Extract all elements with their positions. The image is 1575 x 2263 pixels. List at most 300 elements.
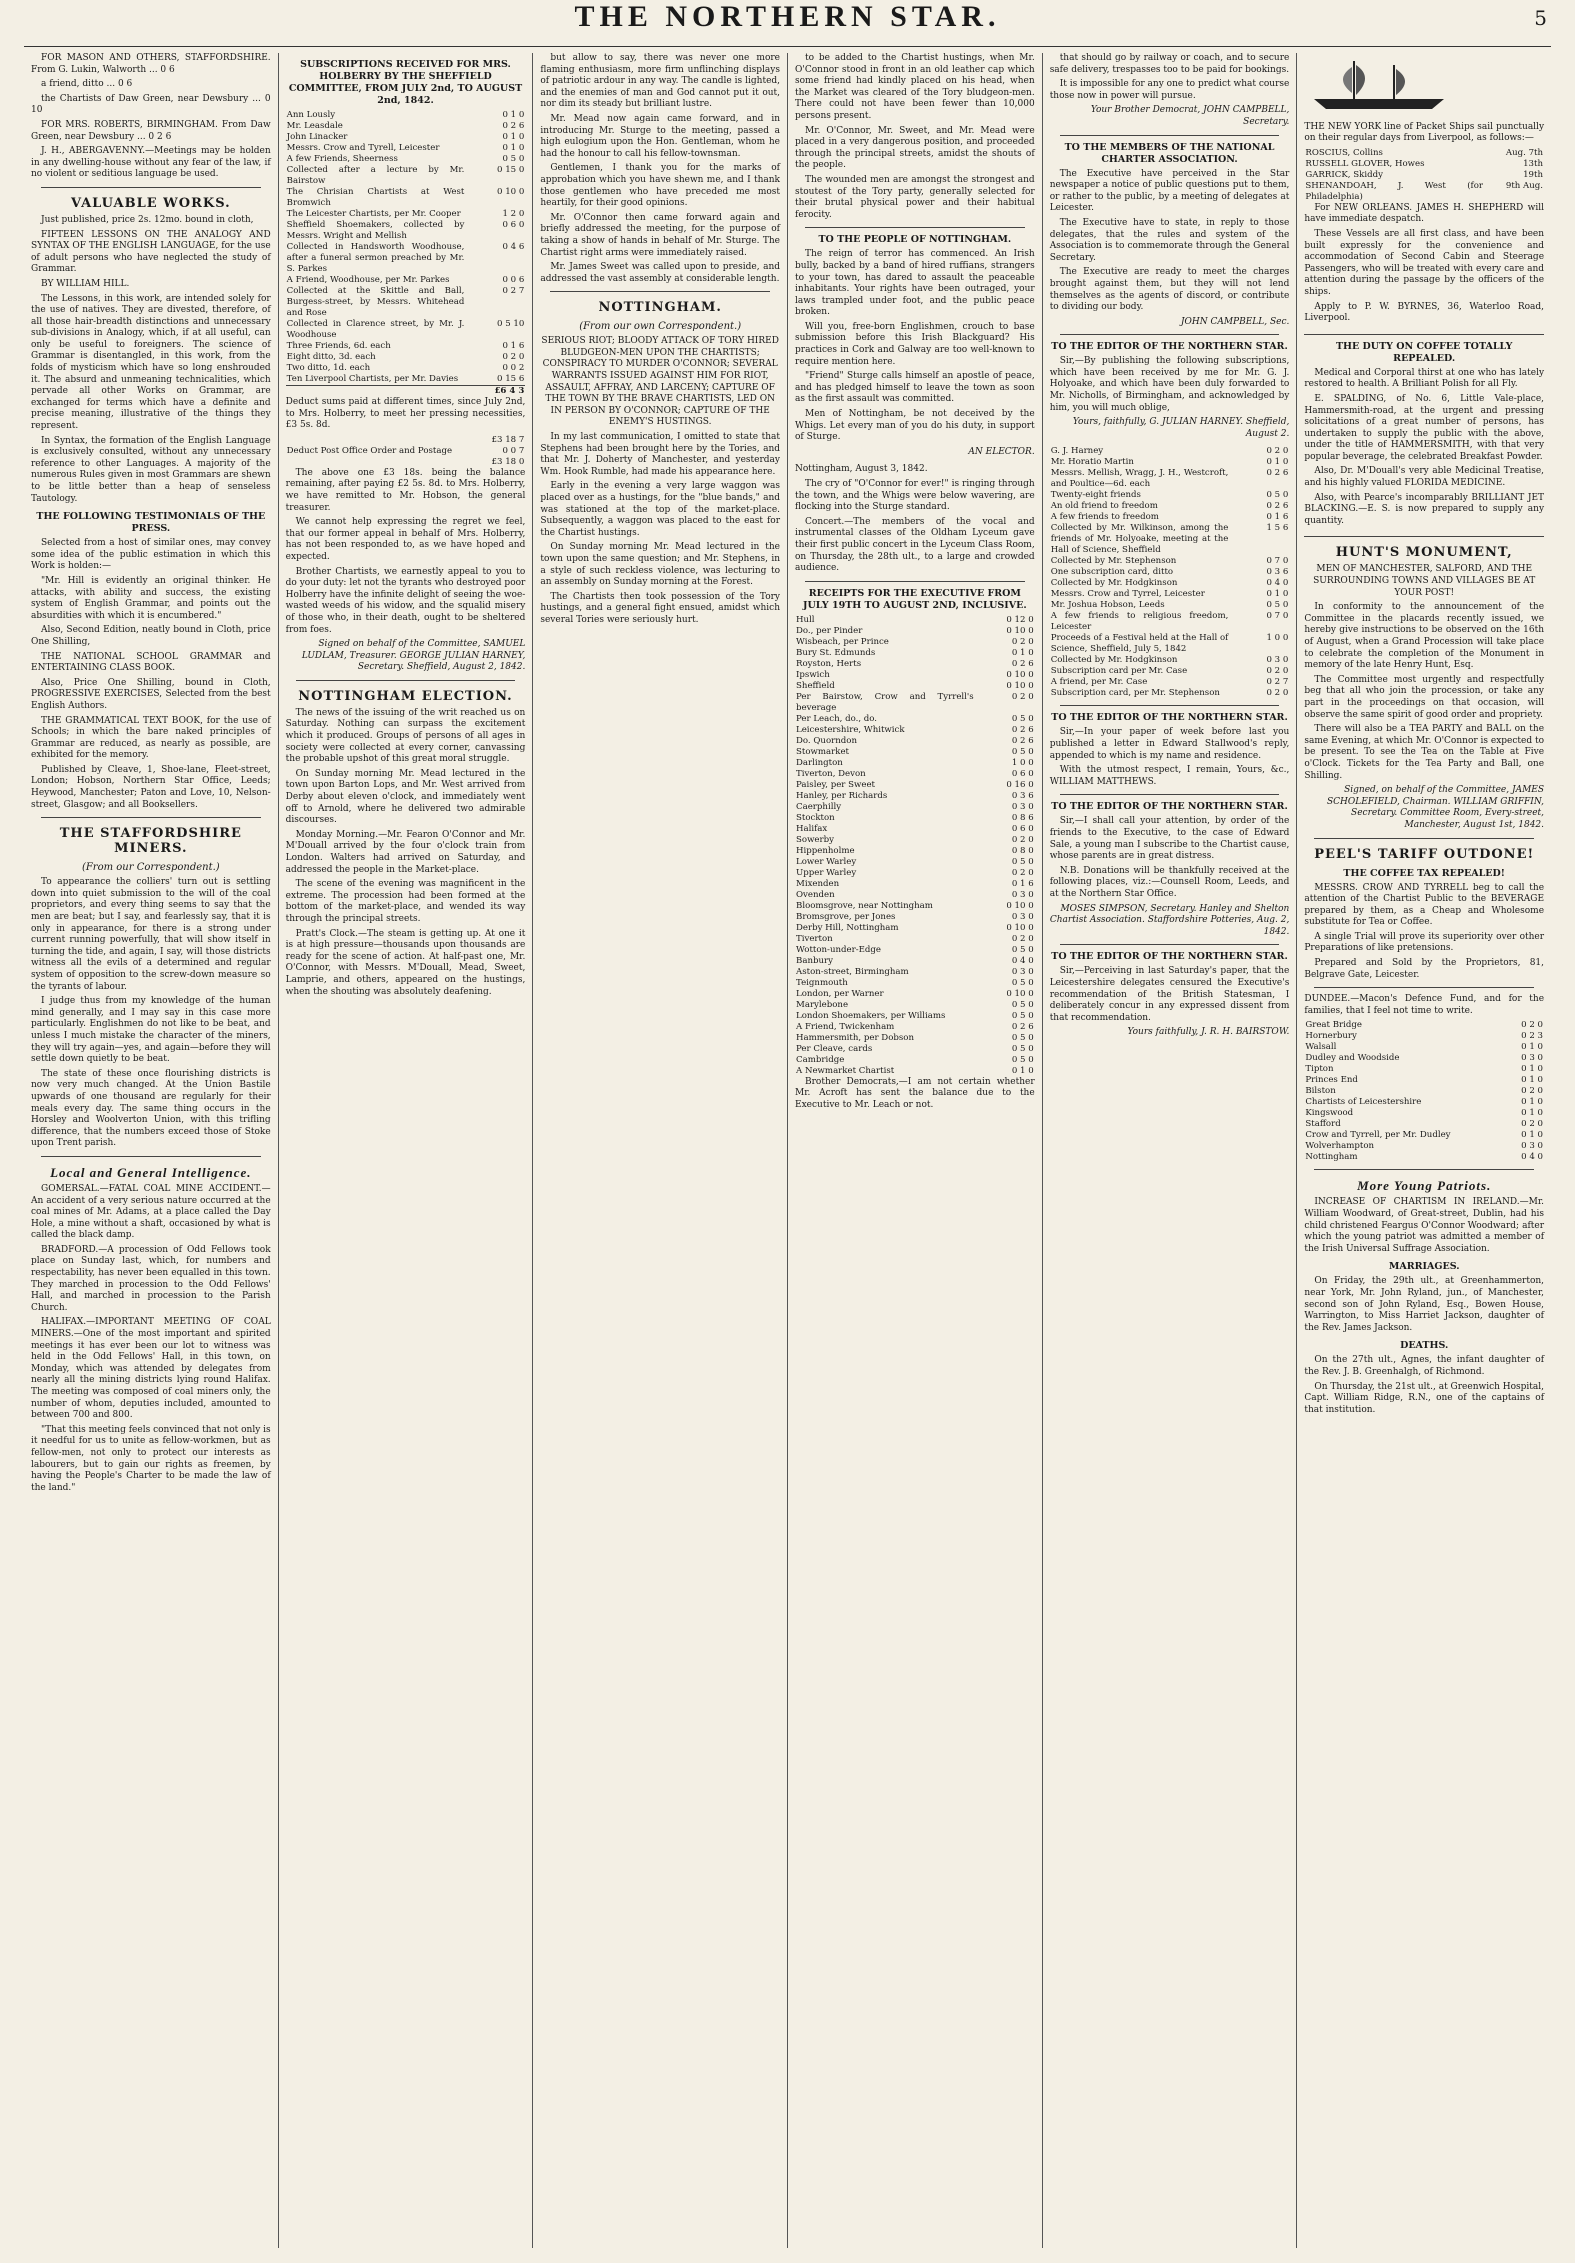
paragraph: Also, Second Edition, neatly bound in Cloth, price One Shilling, bbox=[31, 625, 271, 647]
ledger-amount: 0 5 0 bbox=[1011, 944, 1034, 955]
paragraph: The reign of terror has commenced. An Irish bully, backed by a band of hired ruffians, strangers to your town, has dared to assault the peaceable inhabitants. Your rights have been outraged, your laws trampled under foot, and the public peace broken. bbox=[795, 249, 1035, 318]
ledger-item: Sheffield Shoemakers, collected by Messrs. Wright and Mellish bbox=[286, 220, 465, 241]
paragraph: J. H., ABERGAVENNY.—Meetings may be holden in any dwelling-house without any fear of the law, if no violent or seditious language be used. bbox=[31, 146, 271, 180]
divider bbox=[1060, 705, 1280, 706]
ledger-amount: 0 5 0 bbox=[1266, 490, 1289, 501]
ledger-item: Upper Warley bbox=[796, 867, 857, 878]
ledger-row bbox=[286, 110, 526, 121]
ledger-item: Caerphilly bbox=[796, 801, 842, 812]
ledger-amount: 0 5 0 bbox=[502, 154, 525, 164]
divider bbox=[296, 680, 516, 681]
ledger-row bbox=[286, 352, 526, 363]
ledger-row bbox=[1050, 523, 1290, 556]
ledger-item: Deduct Post Office Order and Postage bbox=[286, 445, 453, 456]
paragraph: The scene of the evening was magnificent in the extreme. The procession had been formed at the bottom of the market-place, and wended its way through the principal streets. bbox=[285, 879, 526, 924]
ledger-item: Two ditto, 1d. each bbox=[286, 363, 371, 373]
ledger-amount: 0 10 0 bbox=[1006, 669, 1034, 680]
campbell-signature: Your Brother Democrat, JOHN CAMPBELL, Secretary. bbox=[1090, 105, 1290, 127]
ledger-amount: 1 2 0 bbox=[502, 209, 525, 219]
carriage-text bbox=[1050, 53, 1290, 102]
divider bbox=[1314, 987, 1534, 988]
ledger-amount: 1 5 6 bbox=[1266, 523, 1289, 534]
ledger-row bbox=[795, 967, 1035, 978]
sailing-ship-icon bbox=[1304, 57, 1454, 111]
ledger-amount: 0 1 6 bbox=[502, 341, 525, 351]
ledger-amount: 0 5 0 bbox=[1011, 1054, 1034, 1065]
ledger-item: Subscription card, per Mr. Stephenson bbox=[1050, 688, 1220, 699]
ledger-item: Ovenden bbox=[796, 889, 835, 900]
ledger-item: Chartists of Leicestershire bbox=[1305, 1097, 1422, 1108]
ledger-amount: 0 1 0 bbox=[502, 143, 525, 153]
ledger-amount: 0 5 0 bbox=[1011, 999, 1034, 1010]
ledger-row bbox=[795, 923, 1035, 934]
ledger-amount: 0 2 6 bbox=[1011, 1021, 1034, 1032]
ledger-item: Messrs. Crow and Tyrrel, Leicester bbox=[1050, 589, 1205, 600]
ledger-row bbox=[1304, 1020, 1544, 1031]
ledger-amount: 0 2 0 bbox=[1011, 933, 1034, 944]
ledger-item: Walsall bbox=[1305, 1042, 1337, 1053]
ledger-row bbox=[1304, 1031, 1544, 1042]
paragraph: In conformity to the announcement of the Committee in the placards recently issued, we hereby give instructions to be observed on the 16th of August, when a Grand Procession will take place to celebrate the completion of the Monument in memory of the late Henry Hunt, Esq. bbox=[1304, 602, 1545, 671]
nottingham-heading: NOTTINGHAM. bbox=[598, 300, 722, 316]
ledger-item: GARRICK, Skiddy bbox=[1305, 169, 1383, 180]
ledger-amount: 0 3 0 bbox=[1011, 911, 1034, 922]
ledger-item: Derby Hill, Nottingham bbox=[796, 922, 899, 933]
ledger-row bbox=[795, 747, 1035, 758]
paragraph: The Chartists then took possession of the Tory hustings, and a general fight ensued, amidst which several Tories were seriously hurt. bbox=[540, 591, 781, 625]
ledger-item: Hippenholme bbox=[796, 845, 855, 856]
ledger-amount: 0 1 0 bbox=[1011, 647, 1034, 658]
ledger-row bbox=[795, 901, 1035, 912]
ledger-amount: 0 3 6 bbox=[1011, 790, 1034, 801]
ledger-row bbox=[795, 1022, 1035, 1033]
ledger-item: Per Cleave, cards bbox=[796, 1043, 873, 1054]
hunts-monument-subheading: MEN OF MANCHESTER, SALFORD, AND THE SURROUNDING TOWNS AND VILLAGES BE AT YOUR POST! bbox=[1313, 564, 1536, 598]
ledger-item: Eight ditto, 3d. each bbox=[286, 352, 376, 362]
ledger-item: Mr. Joshua Hobson, Leeds bbox=[1050, 600, 1165, 611]
paragraph: Sir,—I shall call your attention, by order of the friends to the Executive, to the case of Edward Sale, a young man I subscribe to the Chartist cause, whose parents are in great distress. bbox=[1049, 816, 1290, 862]
ledger-row bbox=[1304, 1119, 1544, 1130]
editor-letter-2-heading: TO THE EDITOR OF THE NORTHERN STAR. bbox=[1051, 712, 1288, 724]
ledger-item: Ann Lously bbox=[286, 110, 336, 120]
ledger-row bbox=[286, 363, 526, 374]
holberry-subscriptions-heading: SUBSCRIPTIONS RECEIVED FOR MRS. HOLBERRY BY THE SHEFFIELD COMMITTEE, FROM JULY 2nd, TO AUGUST 2nd, 1842. bbox=[288, 59, 523, 106]
paragraph: Concert.—The members of the vocal and instrumental classes of the Oldham Lyceum gave their first public concert in the Lyceum Class Room, on Thursday, the 28th ult., to a large and crowded audience. bbox=[795, 516, 1035, 574]
paragraph: FOR MASON AND OTHERS, STAFFORDSHIRE. From G. Lukin, Walworth ... 0 6 bbox=[31, 53, 271, 75]
paragraph: "Friend" Sturge calls himself an apostle of peace, and has pledged himself to leave the town as soon as the first assault was committed. bbox=[795, 371, 1035, 405]
ledger-amount: 0 2 0 bbox=[1266, 446, 1289, 457]
ledger-row bbox=[1304, 1042, 1544, 1053]
ledger-row bbox=[286, 374, 526, 385]
ledger-row bbox=[286, 275, 526, 286]
ledger-row bbox=[795, 802, 1035, 813]
ledger-row bbox=[795, 890, 1035, 901]
ledger-item: Aston-street, Birmingham bbox=[796, 966, 909, 977]
editor-letter-1-text bbox=[1050, 356, 1290, 414]
paragraph: The cry of "O'Connor for ever!" is ringing through the town, and the Whigs were below wavering, are flocking into the Sturge standard. bbox=[795, 479, 1035, 513]
holberry-remainder-table bbox=[286, 435, 526, 468]
ledger-item: Teignmouth bbox=[796, 977, 848, 988]
ledger-amount: 0 6 0 bbox=[502, 220, 525, 230]
ledger-item: Sheffield bbox=[796, 680, 835, 691]
ledger-amount: 0 1 0 bbox=[1521, 1042, 1544, 1053]
paragraph: Apply to P. W. BYRNES, 36, Waterloo Road, Liverpool. bbox=[1304, 301, 1545, 324]
column-3 bbox=[533, 53, 788, 2248]
ledger-amount: 0 15 6 bbox=[497, 374, 525, 384]
ledger-row bbox=[795, 670, 1035, 681]
ledger-row bbox=[1050, 501, 1290, 512]
ledger-row bbox=[795, 780, 1035, 791]
executive-receipts-heading: RECEIPTS FOR THE EXECUTIVE FROM JULY 19TH TO AUGUST 2ND, INCLUSIVE. bbox=[803, 587, 1027, 611]
ledger-amount: 0 2 6 bbox=[1266, 501, 1289, 512]
deaths-heading: DEATHS. bbox=[1400, 1340, 1449, 1352]
members-signature: JOHN CAMPBELL, Sec. bbox=[1180, 316, 1290, 327]
ledger-item: Stockton bbox=[796, 812, 835, 823]
paragraph: MESSRS. CROW AND TYRRELL beg to call the attention of the Chartist Public to the BEVERAGE prepared by them, as a Cheap and Wholesome substitute for Tea or Coffee. bbox=[1304, 882, 1545, 928]
paragraph: The Executive have perceived in the Star newspaper a notice of public questions put to them, or rather to the public, by a meeting of delegates at Leicester. bbox=[1049, 168, 1290, 214]
deaths-text bbox=[1304, 1355, 1544, 1416]
paragraph: Mr. O'Connor then came forward again and briefly addressed the meeting, for the purpose of taking a show of hands in behalf of Mr. Sturge. The Chartist right arms were immediately raised. bbox=[540, 212, 781, 258]
paragraph: A single Trial will prove its superiority over other Preparations of like pretensions. bbox=[1304, 931, 1545, 954]
ledger-row bbox=[795, 1033, 1035, 1044]
ledger-item: Collected in Clarence street, by Mr. J. Woodhouse bbox=[286, 319, 465, 340]
ledger-row bbox=[1304, 1108, 1544, 1119]
ledger-amount: 0 2 7 bbox=[1266, 677, 1289, 688]
divider bbox=[805, 227, 1025, 228]
holberry-total-table bbox=[286, 385, 526, 397]
paragraph: It is impossible for any one to predict what course those now in power will pursue. bbox=[1049, 79, 1290, 101]
paragraph: "That this meeting feels convinced that not only is it needful for us to unite as fellow-workmen, but as fellow-men, not only to protect our interests as labourers, but to gain our rights as freemen, by having the People's Charter to be made the law of the land." bbox=[31, 1424, 271, 1493]
paragraph: Brother Chartists, we earnestly appeal to you to do your duty: let not the tyrants who destroyed poor Holberry have the infinite delight of seeing the woe-wasted weeds of his widow, and the squalid misery of those who, in their death, ought to be sheltered from foes. bbox=[285, 566, 526, 635]
ledger-item: Crow and Tyrrell, per Mr. Dudley bbox=[1305, 1130, 1451, 1141]
coffee-duty-heading: THE DUTY ON COFFEE TOTALLY REPEALED. bbox=[1335, 340, 1513, 364]
ledger-amount: 0 1 0 bbox=[502, 132, 525, 142]
paragraph: Also, with Pearce's incomparably BRILLIANT JET BLACKING.—E. S. is now prepared to supply any quantity. bbox=[1304, 492, 1545, 526]
dundee-fund-table bbox=[1304, 1020, 1544, 1163]
ledger-amount: 0 2 0 bbox=[1011, 867, 1034, 878]
ledger-amount: 0 1 0 bbox=[502, 110, 525, 120]
ledger-item: Lower Warley bbox=[796, 856, 857, 867]
paragraph: but allow to say, there was never one more flaming enthusiasm, more firm unflinching displays of patriotic ardour in any way. The candle is lighted, and the enemies of man and God cannot put it out, nor dim its steady but brilliant lustre. bbox=[540, 53, 781, 110]
coffee-tax-subheading: THE COFFEE TAX REPEALED! bbox=[1343, 867, 1505, 879]
ledger-amount: 1 0 0 bbox=[1011, 757, 1034, 768]
monument-signature: Signed, on behalf of the Committee, JAMES SCHOLEFIELD, Chairman. WILLIAM GRIFFIN, Secretary. Committee Room, Every-street, Manchester, August 1st, 1842. bbox=[1326, 785, 1545, 830]
paragraph: To appearance the colliers' turn out is settling down into quiet submission to the will of the coal proprietors, and every thing seems to say that the men are beat; but I say, and fearlessly say, that it is only in appearance, for there is a strong under current running powerfully, that will show itself in turning the tide, and again, I say, will those districts witness all the evils of a determined and regular system of opposition to the screw-down measure so the tyrants of labour. bbox=[31, 877, 271, 992]
ledger-item: Bloomsgrove, near Nottingham bbox=[796, 900, 933, 911]
paragraph: In my last communication, I omitted to state that Stephens had been brought here by the Tories, and that Mr. J. Doherty of Manchester, and yesterday Wm. Hook Rumble, had made his appearance here. bbox=[540, 432, 781, 477]
ledger-amount: 0 2 0 bbox=[1266, 666, 1289, 677]
ledger-item: Mixenden bbox=[796, 878, 840, 889]
ledger-amount: 0 2 0 bbox=[1521, 1119, 1544, 1130]
divider bbox=[1060, 794, 1280, 795]
divider bbox=[41, 1156, 261, 1157]
ledger-amount: 0 3 0 bbox=[1011, 801, 1034, 812]
extra-text bbox=[795, 479, 1035, 575]
valuable-works-heading: VALUABLE WORKS. bbox=[71, 195, 231, 211]
ledger-row bbox=[1050, 567, 1290, 578]
paragraph: The Executive are ready to meet the charges brought against them, but they will not lend themselves as the agents of discord, or contribute to dividing our body. bbox=[1049, 267, 1290, 313]
column-4 bbox=[788, 53, 1043, 2248]
holberry-appeal-text bbox=[286, 468, 526, 636]
ledger-amount: 0 10 0 bbox=[497, 187, 525, 197]
ledger-item: London Shoemakers, per Williams bbox=[796, 1010, 946, 1021]
ledger-amount: 0 3 6 bbox=[1266, 567, 1289, 578]
ledger-row bbox=[286, 446, 526, 457]
ledger-item: Great Bridge bbox=[1305, 1020, 1362, 1031]
ledger-row bbox=[795, 659, 1035, 670]
packet-ships-table bbox=[1304, 148, 1544, 203]
paragraph: THE GRAMMATICAL TEXT BOOK, for the use of Schools; in which the bare naked principles of Grammar are reduced, as nearly as possible, are exhibited for the memory. bbox=[31, 715, 271, 761]
ledger-item: Hornerbury bbox=[1305, 1031, 1357, 1042]
ledger-amount: 0 8 0 bbox=[1011, 845, 1034, 856]
columns bbox=[24, 53, 1551, 2248]
ledger-amount: 0 2 6 bbox=[1011, 658, 1034, 669]
ledger-amount: 0 8 6 bbox=[1011, 812, 1034, 823]
nottingham-caption: SERIOUS RIOT; BLOODY ATTACK OF TORY HIRED BLUDGEON-MEN UPON THE CHARTISTS; CONSPIRACY TO MURDER O'CONNOR; SEVERAL WARRANTS ISSUED AGAINST HIM FOR RIOT, ASSAULT, AFFRAY, AND LARCENY; CAPTURE OF THE TOWN BY THE BRAVE CHARTISTS, LED ON IN PERSON BY O'CONNOR; CAPTURE OF THE ENEMY'S HUSTINGS. bbox=[541, 336, 779, 428]
paragraph: With the utmost respect, I remain, Yours, &c., WILLIAM MATTHEWS. bbox=[1049, 765, 1290, 787]
paragraph: Early in the evening a very large waggon was placed over as a hustings, for the "blue bands," and was stationed at the top of the market-place. Subsequently, a waggon was placed to the east for the Chartist hustings. bbox=[540, 481, 781, 538]
ledger-row bbox=[795, 912, 1035, 923]
divider bbox=[1314, 1169, 1534, 1170]
divider bbox=[550, 291, 770, 292]
page-number: 5 bbox=[1534, 6, 1547, 30]
ledger-item: Hammersmith, per Dobson bbox=[796, 1032, 914, 1043]
ledger-row bbox=[795, 791, 1035, 802]
ledger-amount: 0 2 0 bbox=[1011, 691, 1034, 702]
ledger-item: Proceeds of a Festival held at the Hall of Science, Sheffield, July 5, 1842 bbox=[1050, 633, 1229, 655]
paragraph: the Chartists of Daw Green, near Dewsbury ... 0 10 bbox=[31, 93, 271, 116]
packet-ships-heading: THE NEW YORK line of Packet Ships sail punctually on their regular days from Liverpool, as follows:— bbox=[1304, 121, 1545, 144]
ledger-amount: 0 5 0 bbox=[1266, 600, 1289, 611]
ledger-amount: 13th bbox=[1523, 158, 1544, 169]
ledger-item: A Friend, Twickenham bbox=[796, 1021, 895, 1032]
bairstow-signature: Yours faithfully, J. R. H. BAIRSTOW. bbox=[1127, 1027, 1290, 1038]
ledger-amount: 0 1 6 bbox=[1011, 878, 1034, 889]
ledger-item: An old friend to freedom bbox=[1050, 501, 1158, 512]
ledger-row bbox=[795, 857, 1035, 868]
ledger-item: Collected by Mr. Hodgkinson bbox=[1050, 578, 1178, 589]
ledger-item: Paisley, per Sweet bbox=[796, 779, 875, 790]
ledger-row bbox=[286, 220, 526, 242]
holberry-total: £6 4 3 bbox=[465, 386, 525, 398]
ledger-row bbox=[1304, 1130, 1544, 1141]
ledger-row bbox=[1050, 600, 1290, 611]
nottingham-election-heading: NOTTINGHAM ELECTION. bbox=[298, 688, 513, 704]
ledger-amount: 0 3 0 bbox=[1521, 1053, 1544, 1064]
hunts-monument-heading: HUNT'S MONUMENT, bbox=[1335, 545, 1513, 561]
ledger-row bbox=[795, 835, 1035, 846]
ledger-amount: 0 5 0 bbox=[1011, 977, 1034, 988]
paragraph: HALIFAX.—IMPORTANT MEETING OF COAL MINERS.—One of the most important and spirited meetings it has ever been our lot to witness was held in the Odd Fellows' Hall, in this town, on Monday, which was attended by delegates from nearly all the mining districts lying round Halifax. The meeting was composed of coal miners only, the number of whom, deputies included, amounted to between 700 and 800. bbox=[31, 1317, 271, 1421]
paragraph: The Lessons, in this work, are intended solely for the use of natives. They are divested, therefore, of all those hair-breadth distinctions and unnecessary sub-divisions in Analogy, which, if at all useful, can only be useful to foreigners. The science of Grammar is disentangled, in this work, from the folds of mysticism which have so long enshrouded it. The absurd and unmeaning technicalities, which pervade all other Works on Grammar, are exchanged for terms which have a definite and precise meaning, illustrative of the things they represent. bbox=[31, 293, 271, 432]
paragraph: Published by Cleave, 1, Shoe-lane, Fleet-street, London; Hobson, Northern Star Office, Leeds; Heywood, Manchester; Paton and Love, 10, Nelson-street, Glasgow; and all Booksellers. bbox=[31, 764, 271, 810]
ledger-row bbox=[1304, 1141, 1544, 1152]
ledger-row bbox=[1050, 512, 1290, 523]
executive-receipts-table bbox=[795, 615, 1035, 1077]
ledger-item: Wisbeach, per Prince bbox=[796, 636, 889, 647]
paragraph: Will you, free-born Englishmen, crouch to base submission before this Irish Blackguard? His practices in Cork and Galway are too well-known to require mention here. bbox=[795, 321, 1035, 367]
paragraph: Men of Nottingham, be not deceived by the Whigs. Let every man of you do his duty, in support of Sturge. bbox=[795, 409, 1035, 443]
ledger-row bbox=[1050, 490, 1290, 501]
testimonials-text bbox=[31, 538, 271, 811]
ledger-row bbox=[795, 824, 1035, 835]
ledger-item: Twenty-eight friends bbox=[1050, 490, 1141, 501]
miners-subheading: (From our Correspondent.) bbox=[81, 862, 220, 874]
marriages-text bbox=[1304, 1276, 1544, 1334]
ledger-row bbox=[795, 956, 1035, 967]
ledger-amount: 1 0 0 bbox=[1266, 633, 1289, 644]
paragraph: Selected from a host of similar ones, may convey some idea of the public estimation in which this Work is holden:— bbox=[31, 538, 271, 572]
ledger-item: Collected by Mr. Wilkinson, among the friends of Mr. Holyoake, meeting at the Hall of Science, Sheffield bbox=[1050, 523, 1229, 556]
ledger-amount: 0 3 0 bbox=[1266, 655, 1289, 666]
ledger-item: Princes End bbox=[1305, 1075, 1358, 1086]
ledger-item: Collected at the Skittle and Ball, Burgess-street, by Messrs. Whitehead and Rose bbox=[286, 286, 465, 318]
ledger-row bbox=[1304, 181, 1544, 203]
paragraph: For NEW ORLEANS. JAMES H. SHEPHERD will have immediate despatch. bbox=[1304, 202, 1545, 225]
paragraph: On Friday, the 29th ult., at Greenhammerton, near York, Mr. John Ryland, jun., of Manchester, second son of John Ryland, Esq., Bowen House, Warrington, to Miss Harriet Jackson, daughter of the Rev. James Jackson. bbox=[1304, 1276, 1545, 1333]
column-6 bbox=[1297, 53, 1551, 2248]
paragraph: On the 27th ult., Agnes, the infant daughter of the Rev. J. B. Greenhalgh, of Richmond. bbox=[1304, 1355, 1545, 1377]
holberry-signature: Signed on behalf of the Committee, SAMUEL LUDLAM, Treasurer. GEORGE JULIAN HARNEY, Secretary. Sheffield, August 2, 1842. bbox=[301, 639, 526, 673]
ledger-row bbox=[795, 879, 1035, 890]
ledger-amount: 0 2 0 bbox=[1266, 688, 1289, 699]
ledger-item: Banbury bbox=[796, 955, 833, 966]
ledger-row bbox=[1050, 446, 1290, 457]
ledger-item: The Leicester Chartists, per Mr. Cooper bbox=[286, 209, 461, 219]
ledger-amount: 0 5 0 bbox=[1011, 1032, 1034, 1043]
paragraph: Mr. Mead now again came forward, and in introducing Mr. Sturge to the meeting, passed a high eulogium upon the Hon. Gentleman, whom he had the honour to call his fellow-townsman. bbox=[540, 113, 781, 159]
divider bbox=[805, 581, 1025, 582]
ledger-amount: 0 4 0 bbox=[1011, 955, 1034, 966]
ledger-item: Collected by Mr. Stephenson bbox=[1050, 556, 1177, 567]
ledger-item: A few friends to religious freedom, Leicester bbox=[1050, 611, 1229, 633]
ledger-item: Royston, Herts bbox=[796, 658, 862, 669]
local-intelligence-heading: Local and General Intelligence. bbox=[50, 1164, 252, 1180]
miners-heading: THE STAFFORDSHIRE MINERS. bbox=[59, 826, 242, 857]
ledger-row bbox=[795, 758, 1035, 769]
ledger-amount: 0 3 0 bbox=[1011, 966, 1034, 977]
ledger-row bbox=[1304, 1097, 1544, 1108]
paragraph: Medical and Corporal thirst at one who has lately restored to health. A Brilliant Polish for all Fly. bbox=[1304, 367, 1545, 390]
ledger-item: John Linacker bbox=[286, 132, 348, 142]
column-5 bbox=[1043, 53, 1298, 2248]
marriages-heading: MARRIAGES. bbox=[1388, 1261, 1460, 1273]
ledger-amount: 0 6 0 bbox=[1011, 823, 1034, 834]
paragraph: FOR MRS. ROBERTS, BIRMINGHAM. From Daw Green, near Dewsbury ... 0 2 6 bbox=[31, 119, 271, 142]
ledger-amount: 0 2 7 bbox=[502, 286, 525, 296]
ledger-row bbox=[795, 714, 1035, 725]
ledger-amount: Aug. 7th bbox=[1505, 147, 1544, 158]
ledger-amount: 0 2 0 bbox=[1521, 1020, 1544, 1031]
paragraph: These Vessels are all first class, and have been built expressly for the convenience and accommodation of Second Cabin and Steerage Passengers, who will be treated with every care and attention during the passage by the officers of the ships. bbox=[1304, 228, 1545, 297]
paragraph: to be added to the Chartist hustings, when Mr. O'Connor stood in front in an old leather cap which some friend had kindly placed on his head, when the Market was cleared of the Tory bludgeon-men. There could not have been fewer than 10,000 persons present. bbox=[795, 53, 1035, 121]
ledger-item: Per Leach, do., do. bbox=[796, 713, 878, 724]
ledger-row bbox=[795, 681, 1035, 692]
ledger-row bbox=[795, 615, 1035, 626]
ledger-amount: 0 10 0 bbox=[1006, 922, 1034, 933]
ledger-amount: 0 4 0 bbox=[1266, 578, 1289, 589]
nottingham-election-text bbox=[286, 708, 526, 998]
ledger-item: A Newmarket Chartist bbox=[796, 1065, 895, 1076]
ledger-amount: 0 2 0 bbox=[1521, 1086, 1544, 1097]
editor-letter-4-heading: TO THE EDITOR OF THE NORTHERN STAR. bbox=[1051, 951, 1288, 963]
paragraph: Sir,—In your paper of week before last you published a letter in Edward Stallwood's reply, appended to which is my name and residence. bbox=[1049, 727, 1290, 761]
ledger-row bbox=[286, 143, 526, 154]
dundee-heading: DUNDEE.—Macon's Defence Fund, and for the families, that I feel not time to write. bbox=[1304, 994, 1545, 1016]
simpson-signature: MOSES SIMPSON, Secretary. Hanley and Shelton Chartist Association. Staffordshire Potteries, Aug. 2, 1842. bbox=[1049, 903, 1290, 937]
coffee-duty-text bbox=[1304, 368, 1544, 538]
ledger-row bbox=[286, 341, 526, 352]
editor-letter-4-text bbox=[1050, 966, 1290, 1024]
divider bbox=[1314, 838, 1534, 839]
ledger-amount: £3 18 7 bbox=[491, 434, 525, 445]
election-continued-text bbox=[540, 53, 780, 285]
ledger-item: Mr. Horatio Martin bbox=[1050, 457, 1134, 468]
paragraph: The above one £3 18s. being the balance remaining, after paying £2 5s. 8d. to Mrs. Holberry, we have remitted to Mr. Hobson, the general treasurer. bbox=[285, 467, 526, 513]
ledger-row bbox=[286, 286, 526, 319]
ledger-amount: 0 6 0 bbox=[1011, 768, 1034, 779]
ledger-row bbox=[795, 1044, 1035, 1055]
ledger-item: Leicestershire, Whitwick bbox=[796, 724, 905, 735]
editor-letter-2-text bbox=[1050, 727, 1290, 788]
paragraph: Mr. James Sweet was called upon to preside, and addressed the vast assembly at considerable length. bbox=[540, 262, 781, 284]
young-patriots-heading: More Young Patriots. bbox=[1357, 1178, 1492, 1194]
ledger-item: Mr. Leasdale bbox=[286, 121, 343, 131]
ledger-row bbox=[1304, 170, 1544, 181]
divider bbox=[1060, 944, 1280, 945]
paragraph: "Mr. Hill is evidently an original thinker. He attacks, with ability and success, the existing system of English Grammar, and points out the absurdities with which it is encumbered." bbox=[31, 575, 271, 621]
peels-tariff-text bbox=[1304, 883, 1544, 982]
ledger-amount: 0 1 0 bbox=[1011, 1065, 1034, 1076]
ledger-row bbox=[1050, 457, 1290, 468]
paragraph: On Sunday morning Mr. Mead lectured in the town upon the same question; and Mr. Stephens, in a style of such reckless violence, was lecturing to an assembly on Sunday morning at the Forest. bbox=[540, 542, 781, 588]
paragraph: Gentlemen, I thank you for the marks of approbation which you have shewn me, and I thank those gentlemen who have preceded me most heartily, for their good opinions. bbox=[540, 163, 781, 209]
members-heading: TO THE MEMBERS OF THE NATIONAL CHARTER ASSOCIATION. bbox=[1064, 141, 1275, 165]
ledger-amount: 19th bbox=[1523, 169, 1544, 180]
ledger-amount: 0 2 0 bbox=[502, 352, 525, 362]
packet-ships-text bbox=[1304, 203, 1544, 335]
ledger-row bbox=[1304, 1086, 1544, 1097]
elector-date: Nottingham, August 3, 1842. bbox=[795, 464, 928, 475]
masthead bbox=[24, 0, 1551, 47]
ledger-amount: 0 1 0 bbox=[1521, 1064, 1544, 1075]
ledger-item: Marylebone bbox=[796, 999, 849, 1010]
editor-letter-3-heading: TO THE EDITOR OF THE NORTHERN STAR. bbox=[1051, 801, 1288, 813]
ledger-amount: 0 7 0 bbox=[1266, 556, 1289, 567]
ledger-amount: £3 18 0 bbox=[491, 456, 525, 467]
ledger-item: A few Friends, Sheerness bbox=[286, 154, 398, 164]
paragraph: Just published, price 2s. 12mo. bound in cloth, bbox=[41, 214, 254, 225]
ledger-amount: 0 5 0 bbox=[1011, 1043, 1034, 1054]
paragraph: In Syntax, the formation of the English Language is exclusively consulted, without any unnecessary reference to other Languages. A majority of the numerous Rules given in most Grammars are shewn to be little better than a heap of senseless Tautology. bbox=[31, 435, 271, 504]
ledger-item: Collected after a lecture by Mr. Bairstow bbox=[286, 165, 465, 186]
harney-signature: Yours, faithfully, G. JULIAN HARNEY. Sheffield, August 2. bbox=[1072, 417, 1290, 439]
ledger-item: Bromsgrove, per Jones bbox=[796, 911, 896, 922]
ledger-item: Stafford bbox=[1305, 1119, 1341, 1130]
ledger-amount: 0 2 6 bbox=[1011, 735, 1034, 746]
paragraph: a friend, ditto ... 0 6 bbox=[41, 79, 133, 90]
paragraph: The wounded men are amongst the strongest and stoutest of the Tory party, generally selected for their brutal physical power and their habitual ferocity. bbox=[795, 174, 1035, 220]
paragraph: I judge thus from my knowledge of the human mind generally, and I may say in this case more particularly. Englishmen do not like to be beat, and unless I much mistake the character of the miners, they will try again—yes, and again—before they will settle down quietly to be beat. bbox=[31, 996, 271, 1065]
ledger-amount: 0 1 0 bbox=[1521, 1130, 1544, 1141]
ledger-item: RUSSELL GLOVER, Howes bbox=[1305, 158, 1425, 169]
local-intelligence-text bbox=[31, 1184, 271, 1494]
ledger-row bbox=[286, 154, 526, 165]
ledger-row bbox=[1050, 633, 1290, 655]
ledger-row bbox=[795, 769, 1035, 780]
miners-text bbox=[31, 877, 271, 1150]
ledger-item: Cambridge bbox=[796, 1054, 845, 1065]
